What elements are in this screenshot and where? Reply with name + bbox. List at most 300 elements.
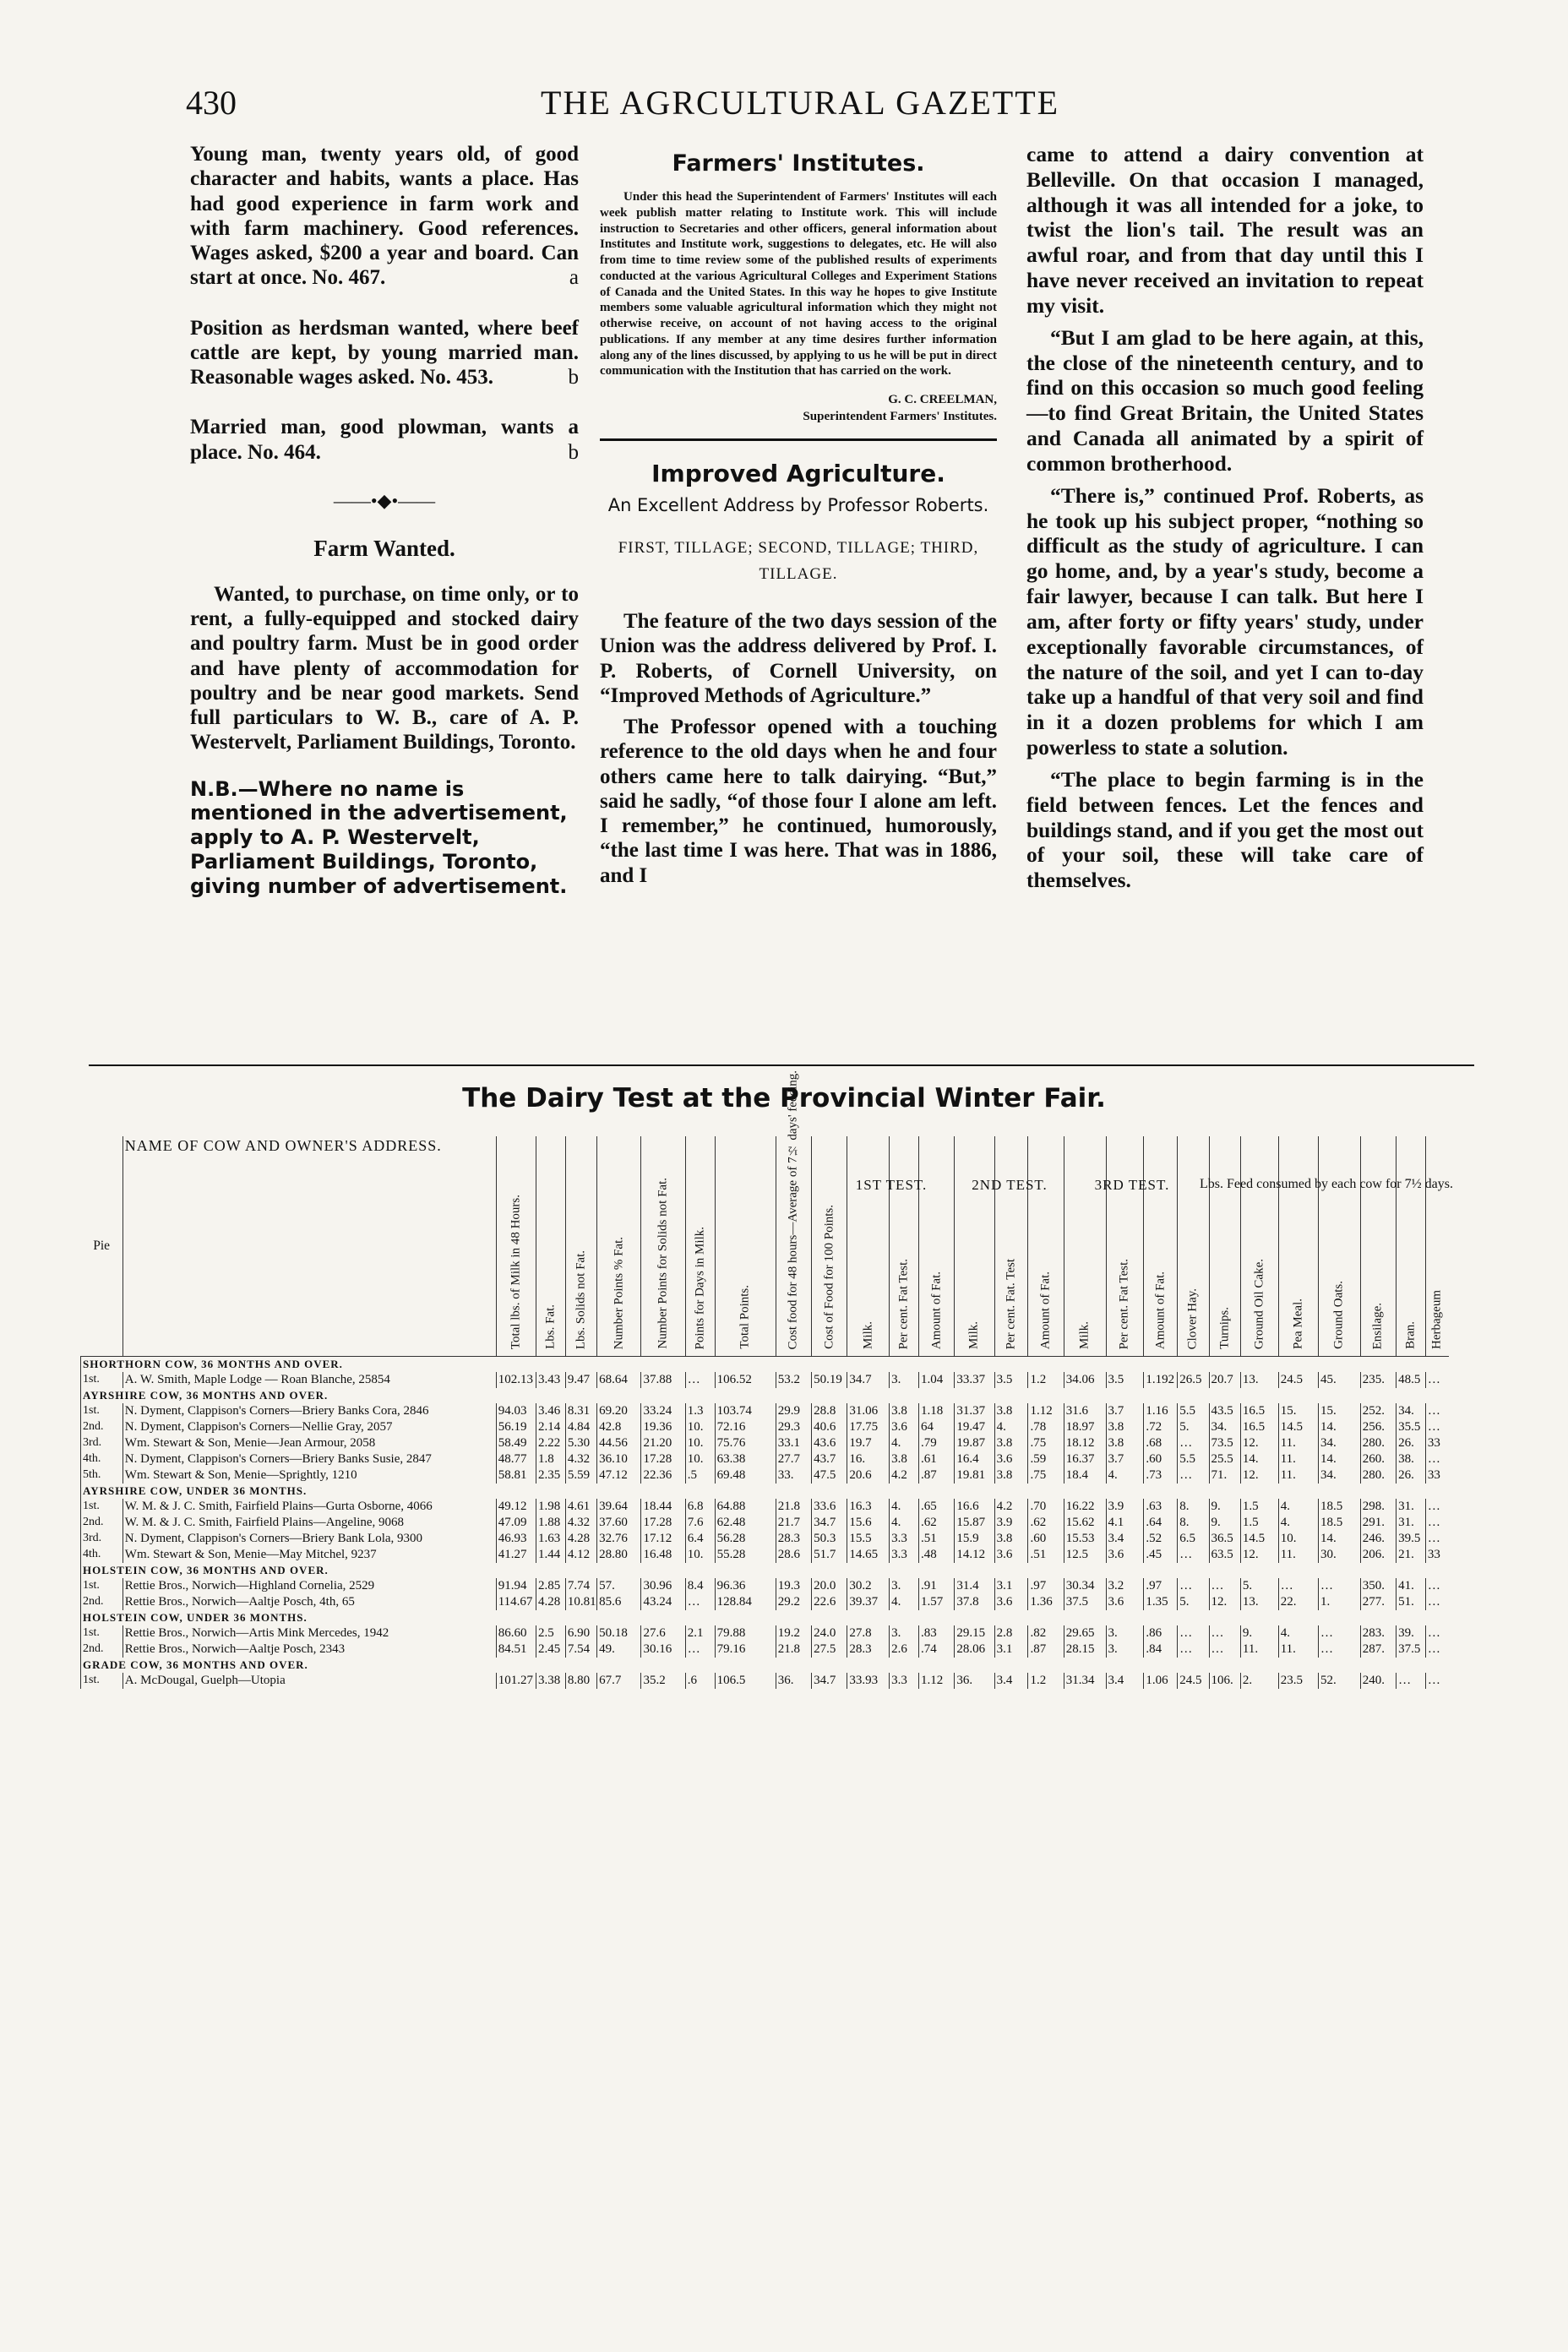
table-cell: 3.	[890, 1578, 919, 1594]
table-cell: 38.	[1396, 1451, 1426, 1467]
table-cell: 33.1	[776, 1435, 811, 1451]
table-cell: 64	[919, 1419, 955, 1435]
table-cell: 240.	[1360, 1673, 1396, 1689]
table-cell: .59	[1028, 1451, 1064, 1467]
table-cell: 3.2	[1106, 1578, 1144, 1594]
cow-owner: A. W. Smith, Maple Lodge — Roan Blanche, 25854	[122, 1372, 496, 1388]
table-cell: 4.32	[565, 1515, 596, 1531]
table-cell: 4.	[1278, 1499, 1318, 1515]
cow-owner: Wm. Stewart & Son, Menie—May Mitchel, 9237	[122, 1547, 496, 1563]
group-label: AYRSHIRE COW, 36 MONTHS AND OVER.	[81, 1388, 1450, 1403]
table-row	[81, 1531, 1450, 1547]
table-cell: .51	[1028, 1547, 1064, 1563]
table-cell: 4.28	[536, 1594, 565, 1610]
column-header	[1178, 1136, 1209, 1357]
table-cell: 2.8	[994, 1625, 1028, 1642]
table-cell: …	[1209, 1578, 1240, 1594]
column-header-label: Amount of Fat.	[1038, 1271, 1053, 1349]
table-cell: 36.	[955, 1673, 994, 1689]
table-cell: 19.7	[847, 1435, 890, 1451]
column-header	[496, 1136, 536, 1357]
table-cell: …	[1425, 1642, 1449, 1658]
table-cell: 43.24	[641, 1594, 685, 1610]
table-cell: 23.5	[1278, 1673, 1318, 1689]
table-cell: 33	[1425, 1467, 1449, 1484]
table-cell: 84.51	[496, 1642, 536, 1658]
table-cell: 350.	[1360, 1578, 1396, 1594]
table-cell: 7.6	[685, 1515, 715, 1531]
table-cell: 30.2	[847, 1578, 890, 1594]
table-cell: 12.5	[1064, 1547, 1106, 1563]
table-cell: …	[685, 1372, 715, 1388]
nb-notice: N.B.—Where no name is mentioned in the advertisement, apply to A. P. Westervelt, Parliament Buildings, Toronto, giving number of advertisement.	[190, 776, 568, 898]
table-cell: 39.	[1396, 1625, 1426, 1642]
table-cell: 3.3	[890, 1531, 919, 1547]
table-cell: 27.5	[812, 1642, 847, 1658]
table-cell: 85.6	[597, 1594, 641, 1610]
table-cell: 33	[1425, 1547, 1449, 1563]
table-cell: 21.8	[776, 1499, 811, 1515]
table-cell: 63.5	[1209, 1547, 1240, 1563]
table-cell: 16.5	[1240, 1419, 1278, 1435]
table-cell: 3.9	[994, 1515, 1028, 1531]
cow-owner: W. M. & J. C. Smith, Fairfield Plains—Gurta Osborne, 4066	[122, 1499, 496, 1515]
table-cell: 31.	[1396, 1515, 1426, 1531]
group-label: AYRSHIRE COW, UNDER 36 MONTHS.	[81, 1484, 1450, 1499]
table-cell: 10.	[1278, 1531, 1318, 1547]
table-cell: 4.	[890, 1515, 919, 1531]
table-cell: 26.	[1396, 1435, 1426, 1451]
table-row	[81, 1499, 1450, 1515]
table-cell: …	[1425, 1578, 1449, 1594]
table-cell: 58.49	[496, 1435, 536, 1451]
table-cell: 28.3	[776, 1531, 811, 1547]
table-cell: 4.	[890, 1594, 919, 1610]
table-cell: 14.12	[955, 1547, 994, 1563]
table-cell: 47.12	[597, 1467, 641, 1484]
table-cell: 46.93	[496, 1531, 536, 1547]
table-cell: 15.53	[1064, 1531, 1106, 1547]
table-cell: 14.	[1318, 1531, 1360, 1547]
group-label: HOLSTEIN COW, UNDER 36 MONTHS.	[81, 1610, 1450, 1625]
column-header	[847, 1136, 890, 1357]
table-cell: 2.	[1240, 1673, 1278, 1689]
table-cell: 17.28	[641, 1451, 685, 1467]
placing: 1st.	[81, 1372, 123, 1388]
table-cell: 3.3	[890, 1547, 919, 1563]
table-cell: …	[1425, 1515, 1449, 1531]
table-cell: 3.4	[1106, 1531, 1144, 1547]
table-cell: 43.5	[1209, 1403, 1240, 1419]
table-cell: 15.	[1278, 1403, 1318, 1419]
table-cell: 6.4	[685, 1531, 715, 1547]
column-header	[1425, 1136, 1449, 1357]
publication-title: THE AGRCULTURAL GAZETTE	[541, 84, 1060, 122]
table-cell: 6.90	[565, 1625, 596, 1642]
table-cell: 106.52	[715, 1372, 776, 1388]
table-cell: 16.3	[847, 1499, 890, 1515]
table-cell: 32.76	[597, 1531, 641, 1547]
article-paragraph-1: The feature of the two days session of the Union was the address delivered by Prof. I. P. Roberts, of Cornell University, on “Improved Methods of Agriculture.”	[600, 610, 997, 707]
table-cell: 1.2	[1028, 1372, 1064, 1388]
table-cell: 4.	[994, 1419, 1028, 1435]
table-cell: 8.80	[565, 1673, 596, 1689]
table-cell: .62	[1028, 1515, 1064, 1531]
column-header	[1360, 1136, 1396, 1357]
table-cell: 86.60	[496, 1625, 536, 1642]
column-header	[597, 1136, 641, 1357]
table-cell: 33.24	[641, 1403, 685, 1419]
table-cell: 18.44	[641, 1499, 685, 1515]
table-cell: 34.7	[812, 1673, 847, 1689]
table-cell: 287.	[1360, 1642, 1396, 1658]
table-cell: .82	[1028, 1625, 1064, 1642]
table-cell: 91.94	[496, 1578, 536, 1594]
placing: 1st.	[81, 1499, 123, 1515]
table-cell: 3.38	[536, 1673, 565, 1689]
table-cell: 29.15	[955, 1625, 994, 1642]
ad-467: Young man, twenty years old, of good character and habits, wants a place. Has had good experience in farm work and with farm machinery. Good references. Wages asked, $200 a year and board. Can start at once. No. 467. a	[190, 143, 579, 290]
table-cell: 11.	[1240, 1642, 1278, 1658]
table-cell: 1.16	[1144, 1403, 1178, 1419]
column-header-label: Total lbs. of Milk in 48 Hours.	[509, 1194, 523, 1349]
table-cell: 75.76	[715, 1435, 776, 1451]
table-cell: 2.6	[890, 1642, 919, 1658]
ornament-divider: ——•◆•——	[333, 489, 436, 511]
table-cell: 33	[1425, 1435, 1449, 1451]
table-cell: …	[1425, 1673, 1449, 1689]
placing: 1st.	[81, 1673, 123, 1689]
table-cell: 18.5	[1318, 1515, 1360, 1531]
table-cell: 2.14	[536, 1419, 565, 1435]
signature	[600, 392, 997, 425]
table-cell: 30.	[1318, 1547, 1360, 1563]
table-cell: 4.84	[565, 1419, 596, 1435]
column-right	[1026, 142, 1424, 900]
column-header-label: Points for Days in Milk.	[693, 1226, 707, 1349]
table-cell: 3.9	[1106, 1499, 1144, 1515]
table-cell: .83	[919, 1625, 955, 1642]
table-cell: 16.5	[1240, 1403, 1278, 1419]
table-cell: 1.5	[1240, 1515, 1278, 1531]
cow-owner: A. McDougal, Guelph—Utopia	[122, 1673, 496, 1689]
table-cell: 206.	[1360, 1547, 1396, 1563]
table-cell: 56.28	[715, 1531, 776, 1547]
placing: 3rd.	[81, 1435, 123, 1451]
table-cell: 30.34	[1064, 1578, 1106, 1594]
column-header	[641, 1136, 685, 1357]
table-cell: 6.5	[1178, 1531, 1209, 1547]
table-cell: .91	[919, 1578, 955, 1594]
table-cell: 4.	[1106, 1467, 1144, 1484]
column-header-label: Amount of Fat.	[929, 1271, 944, 1349]
table-row	[81, 1467, 1450, 1484]
table-cell: 4.1	[1106, 1515, 1144, 1531]
table-cell: 16.48	[641, 1547, 685, 1563]
group-row	[81, 1563, 1450, 1578]
table-cell: 33.6	[812, 1499, 847, 1515]
table-cell: 9.	[1240, 1625, 1278, 1642]
table-cell: 1.57	[919, 1594, 955, 1610]
table-cell: 3.6	[1106, 1594, 1144, 1610]
table-cell: 3.6	[890, 1419, 919, 1435]
farm-wanted-text: Wanted, to purchase, on time only, or to rent, a fully-equipped and stocked dairy and poultry farm. Must be in good order and have plenty of accommodation for poultry and be near good markets. Send full particulars to W. B., care of A. P. Westervelt, Parliament Buildings, Toronto.	[190, 582, 579, 754]
table-cell: …	[1396, 1673, 1426, 1689]
table-cell: 12.	[1240, 1435, 1278, 1451]
column-header-label: Milk.	[1077, 1321, 1092, 1349]
table-cell: 1.3	[685, 1403, 715, 1419]
table-cell: 37.88	[641, 1372, 685, 1388]
table-cell: 49.	[597, 1642, 641, 1658]
table-cell: 235.	[1360, 1372, 1396, 1388]
table-cell: 14.	[1240, 1451, 1278, 1467]
table-cell: 15.62	[1064, 1515, 1106, 1531]
table-cell: 1.18	[919, 1403, 955, 1419]
table-cell: 57.	[597, 1578, 641, 1594]
table-cell: 3.8	[994, 1467, 1028, 1484]
article-continued-1: came to attend a dairy convention at Belleville. On that occasion I managed, although it was all intended for a joke, to twist the lion's tail. The result was an awful roar, and from that day until this I have never received an invitation to repeat my visit.	[1026, 142, 1424, 318]
table-cell: 277.	[1360, 1594, 1396, 1610]
table-cell: 50.3	[812, 1531, 847, 1547]
placing: 2nd.	[81, 1642, 123, 1658]
table-cell: 5.5	[1178, 1403, 1209, 1419]
table-cell: 280.	[1360, 1467, 1396, 1484]
table-cell: 2.35	[536, 1467, 565, 1484]
table-cell: 3.5	[994, 1372, 1028, 1388]
table-cell: 10.	[685, 1451, 715, 1467]
table-cell: 39.64	[597, 1499, 641, 1515]
table-cell: .74	[919, 1642, 955, 1658]
column-header	[1318, 1136, 1360, 1357]
table-cell: 5.30	[565, 1435, 596, 1451]
column-header-label: Lbs. Solids not Fat.	[574, 1250, 588, 1349]
table-cell: 68.64	[597, 1372, 641, 1388]
table-cell: 30.16	[641, 1642, 685, 1658]
table-cell: 3.	[890, 1372, 919, 1388]
table-cell: .52	[1144, 1531, 1178, 1547]
table-cell: 28.8	[812, 1403, 847, 1419]
table-cell: 9.47	[565, 1372, 596, 1388]
table-cell: 18.5	[1318, 1499, 1360, 1515]
table-cell: 18.4	[1064, 1467, 1106, 1484]
table-cell: 1.12	[919, 1673, 955, 1689]
table-cell: .45	[1144, 1547, 1178, 1563]
table-cell: 33.93	[847, 1673, 890, 1689]
table-cell: 14.65	[847, 1547, 890, 1563]
table-row	[81, 1419, 1450, 1435]
table-cell: 37.8	[955, 1594, 994, 1610]
table-cell: 48.5	[1396, 1372, 1426, 1388]
table-cell: 8.	[1178, 1499, 1209, 1515]
table-cell: …	[1318, 1642, 1360, 1658]
cow-owner: N. Dyment, Clappison's Corners—Briery Banks Cora, 2846	[122, 1403, 496, 1419]
table-cell: 106.	[1209, 1673, 1240, 1689]
column-header	[1106, 1136, 1144, 1357]
table-cell: 21.8	[776, 1642, 811, 1658]
table-cell: 39.5	[1396, 1531, 1426, 1547]
column-header	[890, 1136, 919, 1357]
farmers-institutes-text: Under this head the Superintendent of Farmers' Institutes will each week publish matter relating to Institute work. This will include instruction to Secretaries and other officers, general information about Institutes and Institute work, suggestions to delegates, etc. He will also from time to time review some of the published results of experiments conducted at the various Agricultural Colleges and Experiment Stations of Canada and the United States. In this way he hopes to give Institute members some valuable agricultural information which they might not otherwise receive, on account of not having access to the original publications. If any member at any time desires further information along any of the lines discussed, by applying to us he will be put in direct communication with the Institution that has carried on the work.	[600, 190, 997, 378]
table-cell: 11.	[1278, 1547, 1318, 1563]
table-cell: 34.7	[812, 1515, 847, 1531]
table-cell: 13.	[1240, 1372, 1278, 1388]
table-cell: 8.	[1178, 1515, 1209, 1531]
table-cell: 55.28	[715, 1547, 776, 1563]
table-cell: 8.31	[565, 1403, 596, 1419]
table-cell: 34.06	[1064, 1372, 1106, 1388]
farmers-institutes-heading: Farmers' Institutes.	[672, 150, 925, 177]
table-cell: 10.	[685, 1419, 715, 1435]
cow-owner: Wm. Stewart & Son, Menie—Jean Armour, 2058	[122, 1435, 496, 1451]
group-header-2nd-test: 2ND TEST.	[972, 1177, 1048, 1193]
table-cell: 3.8	[1106, 1419, 1144, 1435]
column-header	[685, 1136, 715, 1357]
table-cell: .79	[919, 1435, 955, 1451]
table-cell: …	[685, 1642, 715, 1658]
table-cell: 3.8	[994, 1403, 1028, 1419]
table-cell: 34.	[1318, 1435, 1360, 1451]
table-cell: 28.06	[955, 1642, 994, 1658]
table-cell: …	[685, 1594, 715, 1610]
table-row	[81, 1435, 1450, 1451]
placing: 2nd.	[81, 1419, 123, 1435]
table-cell: 79.16	[715, 1642, 776, 1658]
column-header-label: Milk.	[861, 1321, 875, 1349]
column-header	[955, 1136, 994, 1357]
table-cell: 33.37	[955, 1372, 994, 1388]
table-cell: 19.3	[776, 1578, 811, 1594]
table-cell: .68	[1144, 1435, 1178, 1451]
table-cell: .51	[919, 1531, 955, 1547]
placing: 2nd.	[81, 1515, 123, 1531]
table-cell: 52.	[1318, 1673, 1360, 1689]
table-cell: 2.5	[536, 1625, 565, 1642]
table-cell: 28.80	[597, 1547, 641, 1563]
table-cell: 16.37	[1064, 1451, 1106, 1467]
table-cell: 22.6	[812, 1594, 847, 1610]
table-cell: 62.48	[715, 1515, 776, 1531]
table-cell: 3.1	[994, 1578, 1028, 1594]
table-cell: .97	[1028, 1578, 1064, 1594]
table-cell: 14.	[1318, 1451, 1360, 1467]
group-row	[81, 1610, 1450, 1625]
article-continued-3: “There is,” continued Prof. Roberts, as he took up his subject proper, “nothing so difficult as the study of agriculture. I can go home, and, by a year's study, become a fair lawyer, because I can talk. But here I am, after forty or fifty years' study, under exceptionally favorable circumstances, of the nature of the soil, and yet I can to-day take up a handful of that very soil and find in it a dozen problems for which I am powerless to state a solution.	[1026, 482, 1424, 760]
table-cell: 3.8	[1106, 1435, 1144, 1451]
placing: 4th.	[81, 1547, 123, 1563]
table-cell: 1.36	[1028, 1594, 1064, 1610]
table-cell: .72	[1144, 1419, 1178, 1435]
table-cell: 18.12	[1064, 1435, 1106, 1451]
column-header-label: Clover Hay.	[1185, 1288, 1200, 1349]
table-cell: 34.	[1209, 1419, 1240, 1435]
table-cell: 94.03	[496, 1403, 536, 1419]
table-cell: …	[1178, 1467, 1209, 1484]
table-cell: 12.	[1240, 1547, 1278, 1563]
table-cell: 27.8	[847, 1625, 890, 1642]
table-cell: 37.5	[1396, 1642, 1426, 1658]
table-cell: 12.	[1240, 1467, 1278, 1484]
group-header-feed: Lbs. Feed consumed by each cow for 7½ days.	[1200, 1177, 1453, 1191]
table-cell: 283.	[1360, 1625, 1396, 1642]
table-cell: …	[1425, 1531, 1449, 1547]
column-header	[1028, 1136, 1064, 1357]
farm-wanted-heading: Farm Wanted.	[313, 535, 455, 561]
column-header-label: Number Points for Solids not Fat.	[656, 1178, 670, 1349]
table-cell: 3.46	[536, 1403, 565, 1419]
table-cell: 6.8	[685, 1499, 715, 1515]
table-cell: 43.6	[812, 1435, 847, 1451]
table-cell: 3.8	[890, 1451, 919, 1467]
group-header-1st-test: 1ST TEST.	[855, 1177, 928, 1193]
table-cell: 31.4	[955, 1578, 994, 1594]
column-header	[1144, 1136, 1178, 1357]
table-cell: 3.	[1106, 1642, 1144, 1658]
column-header	[1278, 1136, 1318, 1357]
table-cell: .64	[1144, 1515, 1178, 1531]
table-cell: …	[1425, 1372, 1449, 1388]
table-cell: 2.85	[536, 1578, 565, 1594]
table-cell: 71.	[1209, 1467, 1240, 1484]
table-cell: 24.5	[1278, 1372, 1318, 1388]
group-header-3rd-test: 3RD TEST.	[1094, 1177, 1170, 1193]
table-cell: 36.10	[597, 1451, 641, 1467]
table-cell: 15.	[1318, 1403, 1360, 1419]
table-cell: 16.6	[955, 1499, 994, 1515]
table-cell: 1.88	[536, 1515, 565, 1531]
table-cell: .61	[919, 1451, 955, 1467]
table-cell: 79.88	[715, 1625, 776, 1642]
table-cell: 34.	[1318, 1467, 1360, 1484]
table-cell: 4.2	[890, 1467, 919, 1484]
table-cell: 28.6	[776, 1547, 811, 1563]
table-cell: 11.	[1278, 1451, 1318, 1467]
cow-owner: W. M. & J. C. Smith, Fairfield Plains—Angeline, 9068	[122, 1515, 496, 1531]
table-cell: 4.	[1278, 1625, 1318, 1642]
placing: 2nd.	[81, 1594, 123, 1610]
table-cell: 36.	[776, 1673, 811, 1689]
table-row	[81, 1372, 1450, 1388]
table-cell: 34.7	[847, 1372, 890, 1388]
table-cell: 50.19	[812, 1372, 847, 1388]
table-cell: 31.06	[847, 1403, 890, 1419]
table-cell: 28.3	[847, 1642, 890, 1658]
column-header	[536, 1136, 565, 1357]
table-cell: 31.34	[1064, 1673, 1106, 1689]
table-cell: 3.4	[1106, 1673, 1144, 1689]
table-cell: 26.5	[1178, 1372, 1209, 1388]
table-cell: 3.1	[994, 1642, 1028, 1658]
table-cell: 4.	[1278, 1515, 1318, 1531]
placing: 1st.	[81, 1625, 123, 1642]
tillage-caption: FIRST, TILLAGE; SECOND, TILLAGE; THIRD, TILLAGE.	[618, 539, 979, 583]
table-cell: 12.	[1209, 1594, 1240, 1610]
table-cell: 1.8	[536, 1451, 565, 1467]
table-cell: 37.60	[597, 1515, 641, 1531]
table-cell: 17.12	[641, 1531, 685, 1547]
page-number: 430	[186, 84, 237, 122]
table-cell: 5.	[1240, 1578, 1278, 1594]
table-row	[81, 1578, 1450, 1594]
table-cell: 3.7	[1106, 1403, 1144, 1419]
table-cell: 4.32	[565, 1451, 596, 1467]
table-cell: 9.	[1209, 1499, 1240, 1515]
table-cell: 64.88	[715, 1499, 776, 1515]
column-header	[1064, 1136, 1106, 1357]
table-cell: 73.5	[1209, 1435, 1240, 1451]
table-cell: 19.81	[955, 1467, 994, 1484]
group-label: HOLSTEIN COW, 36 MONTHS AND OVER.	[81, 1563, 1450, 1578]
table-cell: 16.4	[955, 1451, 994, 1467]
